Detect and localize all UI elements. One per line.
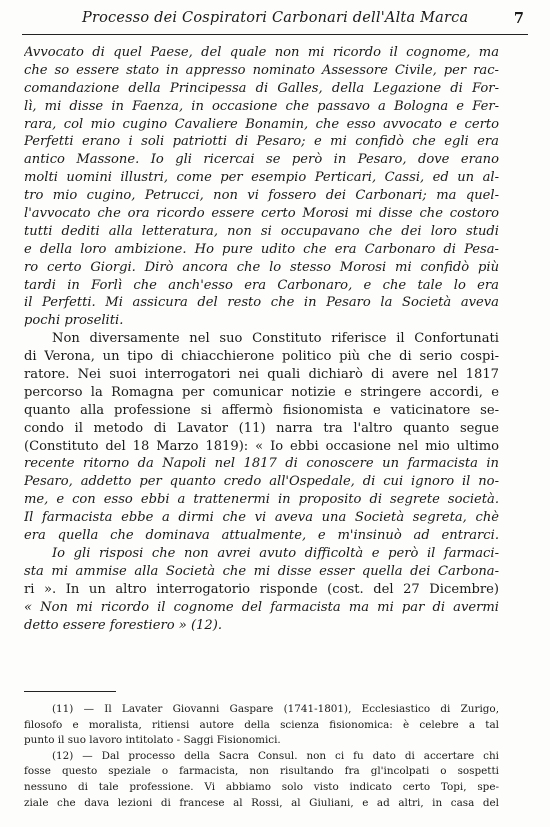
text-line: recente ritorno da Napoli nel 1817 di conoscere un farmacista in	[24, 456, 499, 472]
text-line: di Verona, un tipo di chiacchierone politico più che di serio cospi-	[24, 349, 499, 365]
text-line: e della loro ambizione. Ho pure udito che era Carbonaro di Pesa-	[24, 241, 499, 257]
text-line: sta mi ammise alla Società che mi disse esser quella dei Carbona-	[24, 563, 499, 579]
running-title: Processo dei Cospiratori Carbonari dell'Alta Marca	[82, 10, 469, 26]
text-line: (Constituto del 18 Marzo 1819): « Io ebbi occasione nel mio ultimo	[24, 438, 499, 454]
text-line: tardi in Forlì che anch'esso era Carbonaro, e che tale lo era	[24, 277, 499, 293]
footnote-line: filosofo e moralista, ritiensi autore della scienza fisionomica: è celebre a tal	[24, 718, 499, 731]
text-line: detto essere forestiero » (12).	[24, 617, 222, 633]
footnote-line: nessuno di tale professione. Vi abbiamo solo visto indicato certo Topi, spe-	[24, 780, 499, 793]
text-line: lì, mi disse in Faenza, in occasione che passavo a Bologna e Fer-	[24, 98, 499, 114]
text-line: il Perfetti. Mi assicura del resto che in Pesaro la Società aveva	[24, 295, 499, 311]
page-number: 7	[513, 10, 524, 27]
text-line: quanto alla professione si affermò fisionomista e vaticinatore se-	[24, 402, 499, 418]
text-line: Non diversamente nel suo Constituto riferisce il Confortunati	[52, 331, 499, 347]
text-line: Pesaro, addetto per quanto credo all'Ospedale, di cui ignoro il no-	[24, 474, 499, 490]
text-line: antico Massone. Io gli ricercai se però in Pesaro, dove erano	[24, 152, 499, 168]
text-line: l'avvocato che ora ricordo essere certo Morosi mi disse che costoro	[24, 206, 499, 222]
page-header	[22, 8, 528, 32]
text-line: Il farmacista ebbe a dirmi che vi aveva una Società segreta, chè	[24, 510, 499, 526]
text-line: me, e con esso ebbi a trattenermi in proposito di segrete società.	[24, 492, 499, 508]
footnote-line: punto il suo lavoro intitolato - Saggi Fisionomici.	[24, 734, 281, 747]
text-line: ri ». In un altro interrogatorio risponde (cost. del 27 Dicembre)	[24, 581, 499, 597]
text-line: ro certo Giorgi. Dirò ancora che lo stesso Morosi mi confidò più	[24, 259, 499, 275]
text-line: comandazione della Principessa di Galles, della Legazione di For-	[24, 80, 499, 96]
footnote-line: (12) — Dal processo della Sacra Consul. non ci fu dato di accertare chi	[52, 749, 499, 762]
text-line: tro mio cugino, Petrucci, non vi fossero dei Carbonari; ma quel-	[24, 188, 499, 204]
text-line: « Non mi ricordo il cognome del farmacista ma mi par di avermi	[24, 599, 499, 615]
text-line: Io gli risposi che non avrei avuto difficoltà e però il farmaci-	[52, 545, 499, 561]
body-text	[24, 44, 499, 634]
text-line: Avvocato di quel Paese, del quale non mi ricordo il cognome, ma	[24, 45, 499, 60]
text-line: ratore. Nei suoi interrogatori nei quali dichiarò di avere nel 1817	[24, 367, 499, 383]
text-line: era quella che dominava attualmente, e m'insinuò ad entrarci.	[24, 528, 499, 544]
text-line: condo il metodo di Lavator (11) narra tra l'altro quanto segue	[24, 420, 499, 436]
text-line: che so essere stato in appresso nominato Assessore Civile, per rac-	[24, 62, 499, 78]
text-line: rara, col mio cugino Cavaliere Bonamin, che esso avvocato e certo	[24, 116, 499, 132]
footnote-line: ziale che dava lezioni di francese al Rossi, al Giuliani, e ad altri, in casa del	[24, 796, 499, 809]
text-line: tutti dediti alla letteratura, non si occupavano che dei loro studi	[24, 223, 499, 239]
footnotes	[24, 702, 499, 811]
text-line: pochi proseliti.	[24, 313, 124, 329]
footnote-line: (11) — Il Lavater Giovanni Gaspare (1741-1801), Ecclesiastico di Zurigo,	[52, 703, 499, 715]
footnote-line: fosse questo speziale o farmacista, non risultando fra gl'incolpati o sospetti	[24, 765, 499, 778]
footnote-rule	[24, 691, 116, 692]
header-rule	[22, 34, 528, 35]
text-line: percorso la Romagna per comunicar notizie e stringere accordi, e	[24, 384, 499, 400]
text-line: Perfetti erano i soli patriotti di Pesaro; e mi confidò che egli era	[24, 134, 499, 150]
text-line: molti uomini illustri, come per esempio Perticari, Cassi, ed un al-	[24, 170, 499, 186]
